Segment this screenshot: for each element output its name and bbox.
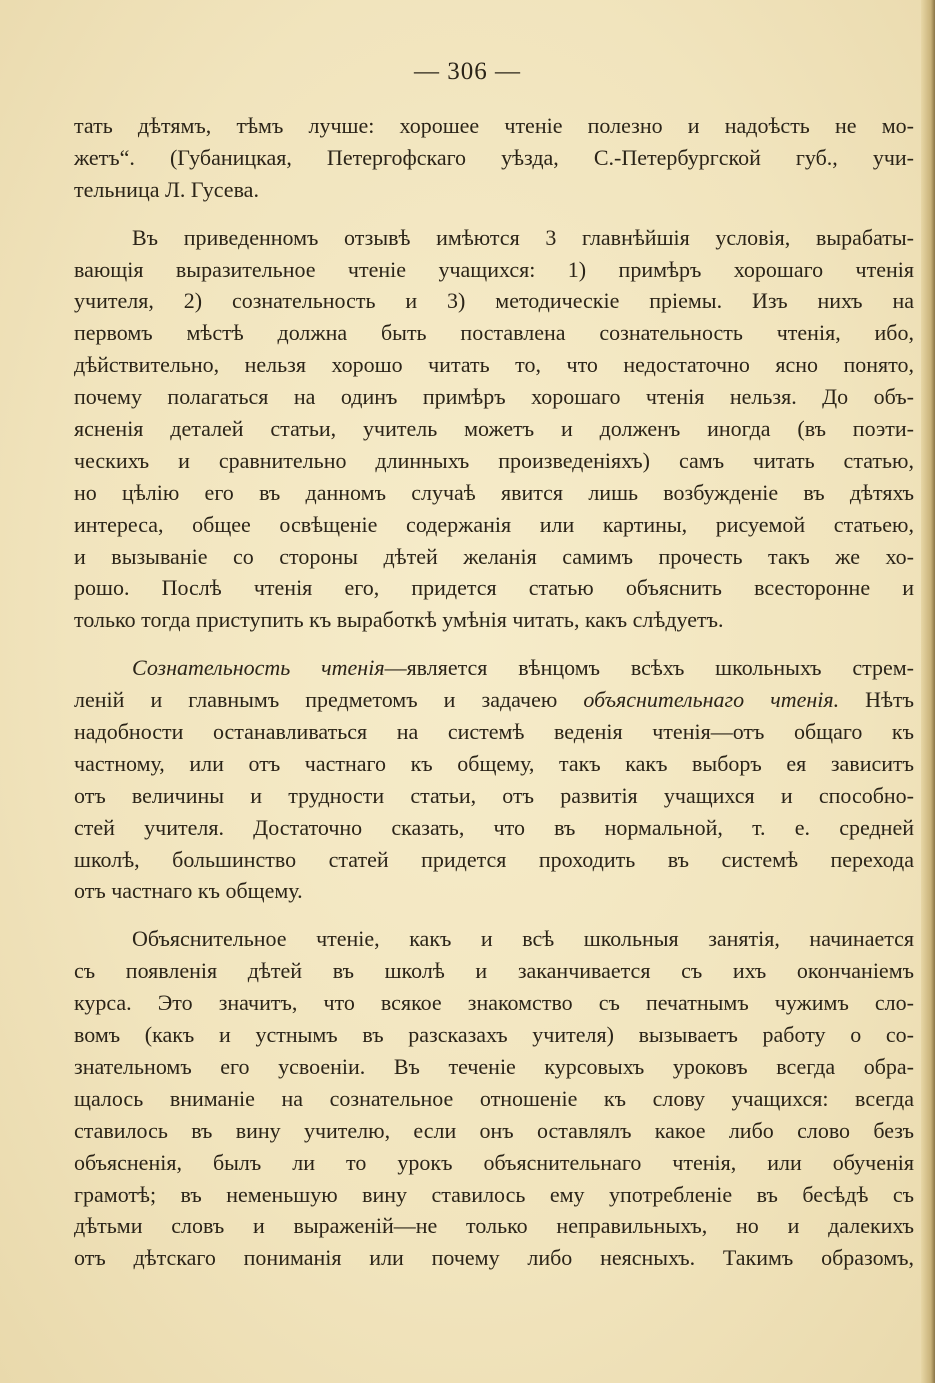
- italic-term: Сознательность чтенiя: [132, 655, 385, 681]
- text-line: отъ частнаго къ общему.: [74, 878, 303, 904]
- text-run: Нѣтъ: [839, 687, 914, 713]
- text-line: ясненiя деталей статьи, учитель можетъ и долженъ иногда (въ поэти-: [74, 416, 914, 442]
- text-line: вомъ (какъ и устнымъ въ разсказахъ учителя) вызываетъ работу о со-: [74, 1022, 914, 1048]
- text-run: —является вѣнцомъ всѣхъ школьныхъ стрем-: [384, 655, 914, 681]
- text-line: отъ величины и трудности статьи, отъ развитiя учащихся и способно-: [74, 782, 914, 808]
- text-line: и вызыванiе со стороны дѣтей желанiя самимъ прочесть такъ же хо-: [74, 543, 914, 569]
- text-line: щалось вниманiе на сознательное отношенiе къ слову учащихся: всегда: [74, 1085, 914, 1111]
- text-line: [74, 652, 914, 684]
- text-line: объясненiя, былъ ли то урокъ объяснительнаго чтенiя, или обученiя: [74, 1149, 914, 1175]
- text-line: дѣтьми словъ и выраженiй—не только неправильныхъ, но и далекихъ: [74, 1213, 914, 1239]
- text-line: ставилось въ вину учителю, если онъ оставлялъ какое либо слово безъ: [74, 1117, 914, 1143]
- text-line: Въ приведенномъ отзывѣ имѣются 3 главнѣйшiя условiя, вырабаты-: [132, 224, 914, 250]
- paragraph-4: [74, 923, 914, 1274]
- text-line: но цѣлiю его въ данномъ случаѣ явится лишь возбужденiе въ дѣтяхъ: [74, 479, 914, 505]
- text-line: тельница Л. Гусева.: [74, 176, 259, 202]
- page-number: — 306 —: [414, 58, 521, 85]
- text-line: школѣ, большинство статей придется проходить въ системѣ перехода: [74, 846, 914, 872]
- text-run: ленiй и главнымъ предметомъ и задачею: [74, 687, 584, 713]
- paragraph-3: [74, 652, 914, 907]
- text-line: [74, 684, 914, 716]
- italic-term: объяснительнаго чтенiя.: [583, 687, 840, 713]
- text-line: учителя, 2) сознательность и 3) методическiе прiемы. Изъ нихъ на: [74, 288, 914, 314]
- text-line: грамотѣ; въ неменьшую вину ставилось ему употребленiе въ бесѣдѣ съ: [74, 1181, 914, 1207]
- text-line: частному, или отъ частнаго къ общему, такъ какъ выборъ ея зависитъ: [74, 750, 914, 776]
- text-line: ческихъ и сравнительно длинныхъ произведенiяхъ) самъ читать статью,: [74, 447, 914, 473]
- paragraph-1: [74, 110, 914, 206]
- text-line: вающiя выразительное чтенiе учащихся: 1) примѣръ хорошаго чтенiя: [74, 256, 914, 282]
- page-body-text: [74, 110, 914, 1290]
- text-line: отъ дѣтскаго пониманiя или почему либо неясныхъ. Такимъ образомъ,: [74, 1245, 914, 1271]
- text-line: рошо. Послѣ чтенiя его, придется статью объяснить всесторонне и: [74, 575, 914, 601]
- paragraph-2: [74, 222, 914, 637]
- page-edge-shadow: [921, 0, 935, 1383]
- text-line: съ появленiя дѣтей въ школѣ и заканчивается съ ихъ окончанiемъ: [74, 958, 914, 984]
- text-line: только тогда приступить къ выработкѣ умѣнiя читать, какъ слѣдуетъ.: [74, 607, 724, 633]
- text-line: знательномъ его усвоенiи. Въ теченiе курсовыхъ уроковъ всегда обра-: [74, 1053, 914, 1079]
- text-line: первомъ мѣстѣ должна быть поставлена сознательность чтенiя, ибо,: [74, 320, 914, 346]
- text-line: дѣйствительно, нельзя хорошо читать то, что недостаточно ясно понято,: [74, 352, 914, 378]
- text-line: курса. Это значитъ, что всякое знакомство съ печатнымъ чужимъ сло-: [74, 990, 914, 1016]
- text-line: жетъ“. (Губаницкая, Петергофскаго уѣзда, С.-Петербургской губ., учи-: [74, 144, 914, 170]
- text-line: Объяснительное чтенiе, какъ и всѣ школьныя занятiя, начинается: [132, 926, 914, 952]
- text-line: почему полагаться на одинъ примѣръ хорошаго чтенiя нельзя. До объ-: [74, 384, 914, 410]
- text-line: интереса, общее освѣщенiе содержанiя или картины, рисуемой статьею,: [74, 511, 914, 537]
- text-line: тать дѣтямъ, тѣмъ лучше: хорошее чтенiе полезно и надоѣсть не мо-: [74, 113, 914, 138]
- text-line: надобности останавливаться на системѣ веденiя чтенiя—отъ общаго къ: [74, 719, 914, 745]
- text-line: стей учителя. Достаточно сказать, что въ нормальной, т. е. средней: [74, 814, 914, 840]
